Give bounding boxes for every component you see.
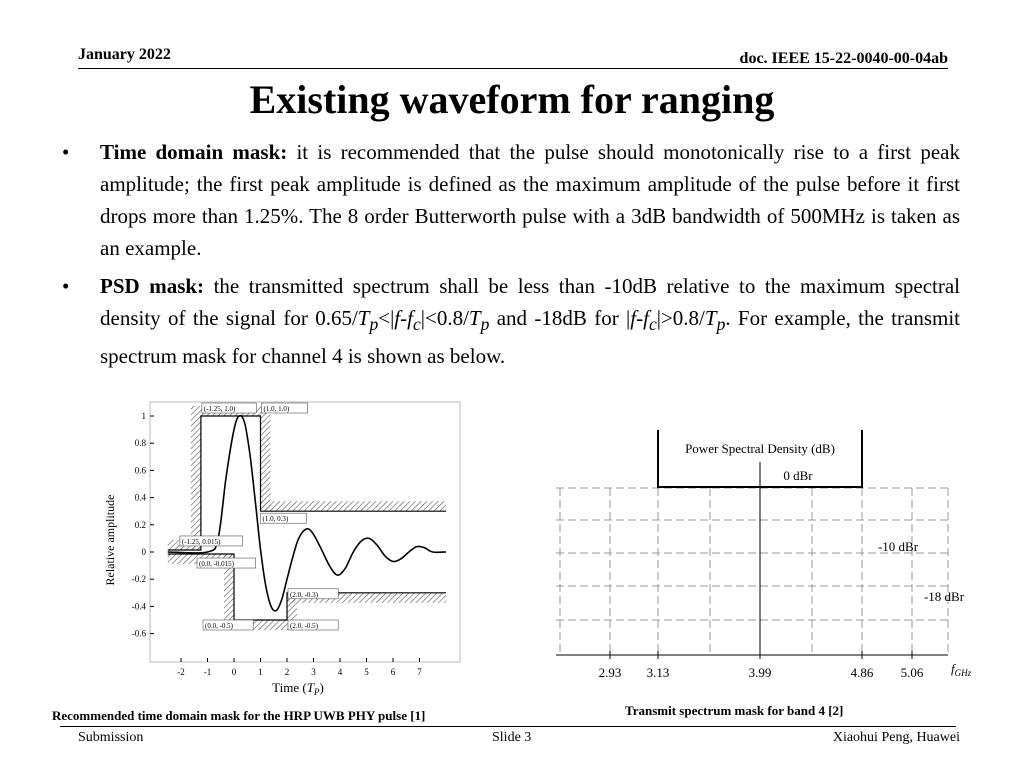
frequency-tick-label: 2.93 <box>598 665 622 680</box>
y-tick-label: 0.2 <box>134 519 146 530</box>
y-tick-label: 0.4 <box>134 492 146 503</box>
bullet-text: - <box>636 306 644 330</box>
pulse-waveform <box>168 416 446 611</box>
var-f: f <box>630 306 637 330</box>
var-p: p <box>716 314 726 335</box>
annotation-label: (1.0, 0.3) <box>262 515 289 524</box>
bullet-marker: • <box>62 140 70 164</box>
level-0dbr: 0 dBr <box>783 468 813 483</box>
annotation-label: (-1.25, 0.015) <box>181 537 221 546</box>
annotation-label: (2.0, -0.5) <box>290 622 318 630</box>
var-f: f <box>407 306 413 330</box>
bullet-label: Time domain mask: <box>100 140 288 164</box>
bullet-text: the transmitted spectrum shall be less than -10dB relative to the maximum spectral density of the signal for 0.65/ <box>100 274 961 330</box>
grid-lines <box>556 488 948 655</box>
frequency-tick-label: 3.99 <box>748 665 772 680</box>
right-figure-caption: Transmit spectrum mask for band 4 [2] <box>625 703 844 718</box>
bullet-text: |<0.8/ <box>420 306 469 330</box>
upper-mask-line <box>168 416 446 550</box>
x-tick-label: 2 <box>284 667 290 677</box>
var-T: T <box>704 306 717 330</box>
footer-slide-number: Slide 3 <box>492 730 532 745</box>
x-tick-label: 7 <box>417 667 422 677</box>
footer-author: Xiaohui Peng, Huawei <box>832 730 960 745</box>
annotation-label: (-1.25, 1.0) <box>203 405 236 413</box>
bullet-text: - <box>400 306 408 330</box>
var-f: f <box>394 306 401 330</box>
bullet-text: and -18dB for | <box>489 306 631 330</box>
x-axis-label: Time $(T_P)$ <box>272 680 324 697</box>
y-tick-label: -0.2 <box>131 574 146 585</box>
mask-annotations <box>180 403 338 630</box>
x-tick-label: 3 <box>311 667 316 677</box>
y-tick-label: -0.4 <box>131 601 146 612</box>
header-doc-id: doc. IEEE 15-22-0040-00-04ab <box>739 50 948 67</box>
hatch-region <box>261 416 271 511</box>
y-ticks <box>132 411 154 639</box>
bullet-marker: • <box>62 274 70 298</box>
time-domain-mask-chart <box>96 398 468 700</box>
y-axis-label: Relative amplitude <box>103 494 117 586</box>
footer-submission: Submission <box>78 730 144 745</box>
hatch-region <box>191 416 201 550</box>
x-tick-label: 1 <box>258 667 263 677</box>
bullet-time-domain <box>100 136 960 264</box>
frequency-tick-label: 5.06 <box>900 665 924 680</box>
bullet-text: . For example, the transmit spectrum mask for channel 4 is shown as below. <box>100 306 960 369</box>
var-c: c <box>412 314 421 335</box>
psd-mask-line <box>560 430 948 487</box>
bullet-text: <| <box>378 306 395 330</box>
var-c: c <box>648 314 657 335</box>
header-date: January 2022 <box>78 46 171 63</box>
psd-title: Power Spectral Density (dB) <box>685 441 835 456</box>
level-18dbr: -18 dBr <box>923 589 965 604</box>
annotation-label: (0.0, -0.5) <box>205 622 233 630</box>
x-tick-label: -1 <box>203 667 212 677</box>
var-p: p <box>369 314 379 335</box>
x-tick-label: 0 <box>231 667 237 677</box>
left-figure-caption: Recommended time domain mask for the HRP UWB PHY pulse [1] <box>52 708 426 723</box>
annotation-label: (0.0, -0.015) <box>199 560 234 569</box>
y-tick-label: 0.6 <box>134 465 146 476</box>
var-T: T <box>357 306 370 330</box>
bullet-psd <box>100 270 960 372</box>
frequency-tick-label: 4.86 <box>850 665 874 680</box>
x-ticks <box>177 658 422 677</box>
annotation-label: (2.0, -0.3) <box>290 590 318 599</box>
frequency-label: $f_{GHz}$ <box>951 661 972 678</box>
x-tick-label: -2 <box>177 667 185 677</box>
header-rule <box>78 68 948 69</box>
var-f: f <box>643 306 649 330</box>
x-tick-label: 6 <box>390 667 396 677</box>
y-tick-label: 1 <box>141 411 146 421</box>
annotation-label: (1.0, 1.0) <box>263 405 290 413</box>
y-tick-label: 0 <box>141 547 146 557</box>
y-tick-label: -0.6 <box>131 628 146 639</box>
hatch-region <box>261 501 447 511</box>
frequency-tick-label: 3.13 <box>646 665 670 680</box>
page-title: Existing waveform for ranging <box>249 77 775 122</box>
footer-rule <box>60 726 956 727</box>
psd-mask-chart <box>550 430 980 690</box>
y-tick-label: 0.8 <box>134 438 146 449</box>
bullet-text: |>0.8/ <box>656 306 705 330</box>
bullet-label: PSD mask: <box>100 274 205 298</box>
var-T: T <box>468 306 481 330</box>
x-tick-label: 4 <box>337 667 343 677</box>
var-p: p <box>480 314 490 335</box>
level-10dbr: -10 dBr <box>877 539 919 554</box>
bullet-text: it is recommended that the pulse should monotonically rise to a first peak amplitude; the first peak amplitude is defined as the maximum amplitude of the pulse before it first drops more than 1.25%. The 8 order Butterworth pulse with a 3dB bandwidth of 500MHz is taken as an example. <box>100 140 960 260</box>
x-tick-label: 5 <box>364 667 369 677</box>
